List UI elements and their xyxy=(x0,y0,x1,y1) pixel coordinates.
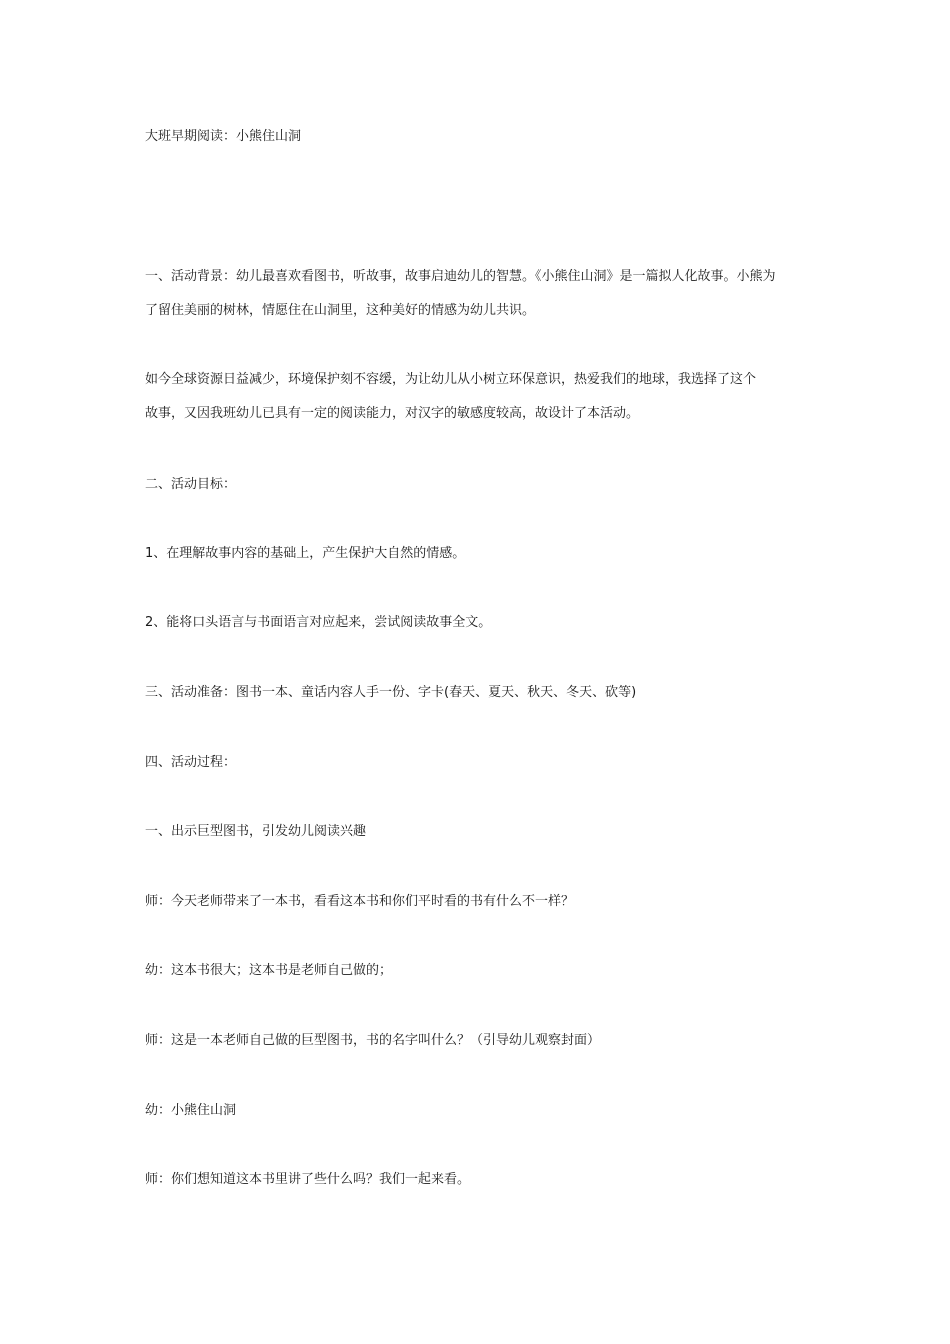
dialog-line: 师：这是一本老师自己做的巨型图书，书的名字叫什么？（引导幼儿观察封面） xyxy=(145,1033,601,1048)
dialog-line: 师：今天老师带来了一本书，看看这本书和你们平时看的书有什么不一样？ xyxy=(145,894,575,909)
preparation-paragraph: 三、活动准备：图书一本、童话内容人手一份、字卡(春天、夏天、秋天、冬天、砍等) xyxy=(145,685,637,700)
process-heading: 四、活动过程： xyxy=(145,755,237,770)
step-1-heading: 一、出示巨型图书，引发幼儿阅读兴趣 xyxy=(145,824,367,839)
background-paragraph-1-line-1: 一、活动背景：幼儿最喜欢看图书，听故事，故事启迪幼儿的智慧。《小熊住山洞》是一篇拟人化故事。小熊为 xyxy=(145,269,776,284)
background-paragraph-2-line-2: 故事，又因我班幼儿已具有一定的阅读能力，对汉字的敏感度较高，故设计了本活动。 xyxy=(145,406,640,421)
document-title: 大班早期阅读：小熊住山洞 xyxy=(145,129,302,144)
goal-item-2: 2、能将口头语言与书面语言对应起来，尝试阅读故事全文。 xyxy=(145,615,492,630)
goals-heading: 二、活动目标： xyxy=(145,477,237,492)
dialog-line: 师：你们想知道这本书里讲了些什么吗？我们一起来看。 xyxy=(145,1172,471,1187)
dialog-line: 幼：这本书很大；这本书是老师自己做的； xyxy=(145,963,393,978)
background-paragraph-1-line-2: 了留住美丽的树林，情愿住在山洞里，这种美好的情感为幼儿共识。 xyxy=(145,303,536,318)
goal-item-1: 1、在理解故事内容的基础上，产生保护大自然的情感。 xyxy=(145,546,466,561)
background-paragraph-2-line-1: 如今全球资源日益减少，环境保护刻不容缓，为让幼儿从小树立环保意识，热爱我们的地球，我选择了这个 xyxy=(145,372,757,387)
dialog-line: 幼：小熊住山洞 xyxy=(145,1103,237,1118)
